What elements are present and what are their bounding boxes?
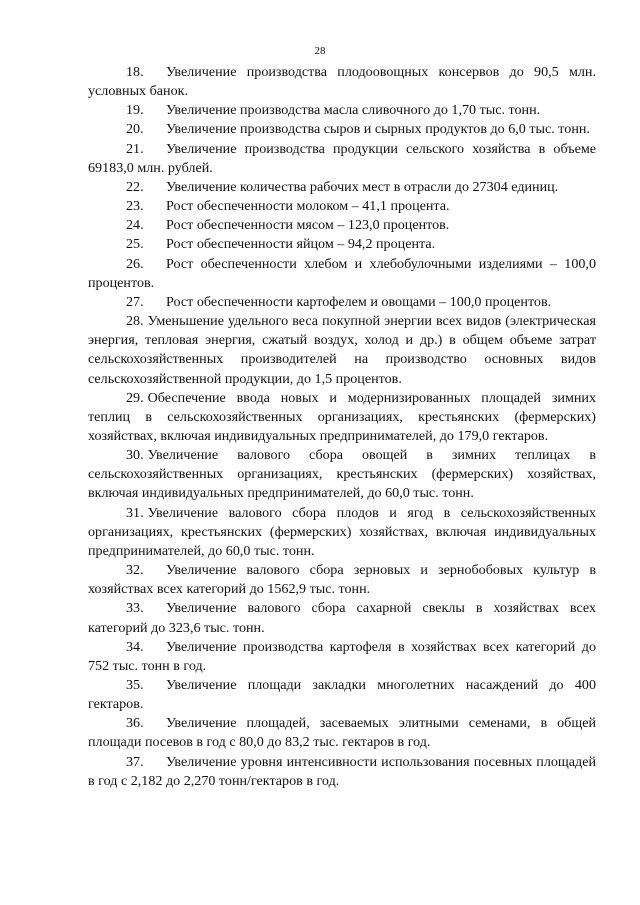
item-number: 36. <box>126 715 144 732</box>
list-item <box>88 197 596 216</box>
item-number: 33. <box>126 600 144 617</box>
list-item <box>88 178 596 197</box>
item-number: 23. <box>126 198 144 215</box>
item-text: Рост обеспеченности молоком – 41,1 процента. <box>166 198 450 215</box>
item-text: Рост обеспеченности мясом – 123,0 процентов. <box>166 217 450 234</box>
item-text: Увеличение валового сбора овощей в зимних теплицах в сельскохозяйственных организациях, крестьянских (фермерских) хозяйствах, включая индивидуальных предпринимателей, до 60,0 тыс. тонн. <box>88 447 596 502</box>
list-item <box>88 753 596 791</box>
item-number: 30. <box>126 447 144 464</box>
item-text: Увеличение производства картофеля в хозяйствах всех категорий до 752 тыс. тонн в год. <box>88 638 596 674</box>
list-item <box>88 293 596 312</box>
item-text: Увеличение площади закладки многолетних насаждений до 400 гектаров. <box>88 677 596 713</box>
list-item <box>88 101 596 120</box>
item-number: 34. <box>126 638 144 655</box>
item-text: Рост обеспеченности картофелем и овощами – 100,0 процентов. <box>166 293 552 310</box>
item-text: Увеличение уровня интенсивности использования посевных площадей в год с 2,182 до 2,270 тонн/гектаров в год. <box>88 753 596 789</box>
item-text: Увеличение производства продукции сельского хозяйства в объеме 69183,0 млн. рублей. <box>88 140 596 176</box>
item-number: 21. <box>126 140 144 157</box>
list-item <box>88 446 596 503</box>
item-number: 37. <box>126 753 144 770</box>
item-text: Рост обеспеченности хлебом и хлебобулочными изделиями – 100,0 процентов. <box>88 255 596 291</box>
list-item <box>88 63 596 101</box>
item-number: 24. <box>126 217 144 234</box>
list-item <box>88 561 596 599</box>
item-number: 26. <box>126 255 144 272</box>
item-text: Увеличение производства плодоовощных консервов до 90,5 млн. условных банок. <box>88 64 596 100</box>
list-item <box>88 714 596 752</box>
item-number: 20. <box>126 121 144 138</box>
list-item <box>88 599 596 637</box>
list-item <box>88 216 596 235</box>
item-text: Увеличение валового сбора зерновых и зернобобовых культур в хозяйствах всех категорий до 1562,9 тыс. тонн. <box>88 562 596 598</box>
item-number: 19. <box>126 102 144 119</box>
item-number: 22. <box>126 178 144 195</box>
list-item <box>88 638 596 676</box>
list-item <box>88 312 596 389</box>
item-text: Увеличение производства масла сливочного до 1,70 тыс. тонн. <box>166 102 541 119</box>
item-text: Обеспечение ввода новых и модернизированных площадей зимних теплиц в сельскохозяйственных организациях, крестьянских (фермерских) хозяйствах, включая индивидуальных предпринимателей, до 179,0 гектаров. <box>88 389 596 444</box>
item-number: 29. <box>126 389 144 406</box>
list-item <box>88 235 596 254</box>
item-text: Увеличение производства сыров и сырных продуктов до 6,0 тыс. тонн. <box>166 121 590 138</box>
item-text: Увеличение площадей, засеваемых элитными семенами, в общей площади посевов в год с 80,0 до 83,2 тыс. гектаров в год. <box>88 715 596 751</box>
page-number: 28 <box>314 45 326 57</box>
item-text: Увеличение количества рабочих мест в отрасли до 27304 единиц. <box>166 178 559 195</box>
item-text: Уменьшение удельного веса покупной энергии всех видов (электрическая энергия, тепловая энергия, сжатый воздух, холод и др.) в общем объеме затрат сельскохозяйственных производителей на производство основных видов сельскохозяйственной продукции, до 1,5 процентов. <box>88 313 596 387</box>
list-item <box>88 140 596 178</box>
item-text: Увеличение валового сбора плодов и ягод в сельскохозяйственных организациях, крестьянских (фермерских) хозяйствах, включая индивидуальных предпринимателей, до 60,0 тыс. тонн. <box>88 504 596 559</box>
item-number: 28. <box>126 313 144 330</box>
item-number: 35. <box>126 677 144 693</box>
item-number: 27. <box>126 293 144 310</box>
list-item <box>88 676 596 714</box>
list-item <box>88 255 596 293</box>
list-item <box>88 389 596 446</box>
list-item <box>88 504 596 561</box>
item-text: Рост обеспеченности яйцом – 94,2 процента. <box>166 236 436 253</box>
item-number: 32. <box>126 562 144 579</box>
list-item <box>88 120 596 139</box>
item-number: 25. <box>126 236 144 253</box>
item-text: Увеличение валового сбора сахарной свеклы в хозяйствах всех категорий до 323,6 тыс. тонн. <box>88 600 596 636</box>
item-number: 18. <box>126 64 144 80</box>
item-number: 31. <box>126 504 144 521</box>
document-body <box>88 63 596 791</box>
